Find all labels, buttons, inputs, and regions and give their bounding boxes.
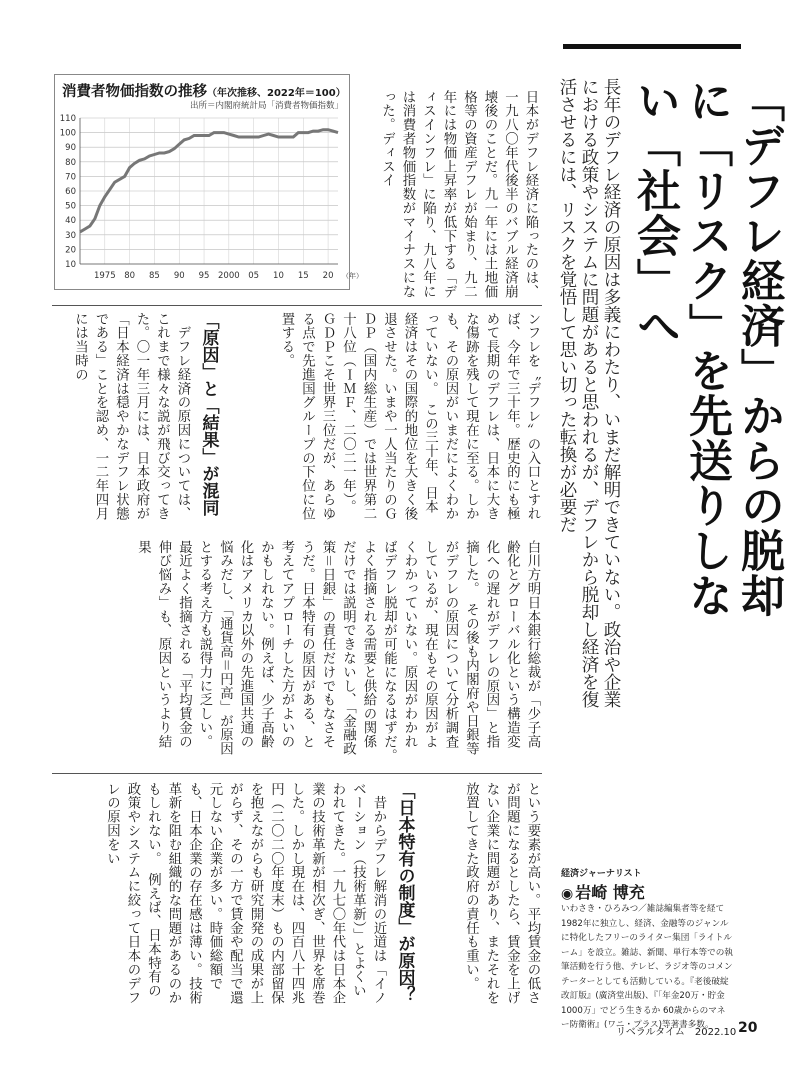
y-tick-label: 80 xyxy=(65,157,76,168)
y-tick-label: 30 xyxy=(65,230,76,241)
chart-source: 出所＝内閣府統計局「消費者物価指数」 xyxy=(190,101,344,111)
x-tick-label: 85 xyxy=(149,271,160,281)
y-tick-label: 20 xyxy=(65,245,76,256)
cpi-series-line xyxy=(80,130,338,232)
y-tick-label: 40 xyxy=(65,216,76,227)
author-role: 経済ジャーナリスト xyxy=(561,869,642,879)
author-bio: いわさき・ひろみつ／雑誌編集者等を経て1982年に独立し、経済、金融等のジャンルに特化したフリーのライター集団「ライトルーム」を設立。雑誌、新聞、単行本等での執筆活動を行う他、テレビ、ラジオ等のコメンテーターとしても活動している。『老後破綻 改訂版』(廣済堂出版)、『「年金20万・貯金1000万」でどう生きるか 60歳からのマネー防衛術』(ワニ・プラス)等著書多数。 xyxy=(561,904,733,1030)
y-tick-label: 70 xyxy=(65,172,76,183)
top-rule xyxy=(563,44,741,49)
x-tick-label: 05 xyxy=(248,271,260,281)
x-tick-label: 95 xyxy=(198,271,210,281)
body-column-6: 昔からデフレ解消の近道は「イノベーション（技術革新）」とよくいわれてきた。一九七〇年代は日本企業の技術革新が相次ぎ、世界を席巻した。しかし現在は、四百八十四兆円（二〇二〇年度末）もの内部留保を抱えながらも研究開発の成果が上がらず、その一方で賃金や配当で還元しない企業が多い。時価総額でも、日本企業の存在感は薄い。技術革新を阻む組織的な問題があるのかもしれない。 例えば、日本特有の政策やシステムに絞って日本のデフレの原因をい xyxy=(104,782,386,1005)
x-tick-label: 2000 xyxy=(218,271,240,281)
body-column-4: 白川方明日本銀行総裁が「少子高齢化とグローバル化という構造変化への遅れがデフレの原因」と指摘した。 その後も内閣府や日銀等がデフレの原因について分析調査しているが、現在もその原因がよくわかっていない。原因がわかればデフレ脱却が可能になるはずだ。 よく指摘される需要と供給の関係だけでは説明できないし、「金融政策＝日銀」の責任だけでもなさそうだ。日本特有の原因がある、と考えてアプローチした方がよいのかもしれない。例えば、少子高齢化はアメリカ以外の先進国共通の悩みだし、「通貨高＝円高」が原因とする考え方も説得力に乏しい。 最近よく指摘される「平均賃金の伸び悩み」も、原因というより結果 xyxy=(135,540,540,770)
footer-magazine xyxy=(616,1023,736,1038)
x-tick-label: 90 xyxy=(173,271,185,281)
y-tick-label: 50 xyxy=(65,201,76,212)
y-tick-label: 60 xyxy=(65,187,76,197)
x-tick-label: 10 xyxy=(273,271,284,281)
body-column-5: という要素が高い。平均賃金の低さが問題になるとしたら、賃金を上げない企業に問題があり、またそれを放置してきた政府の責任も重い。 xyxy=(463,782,540,1005)
chart-title xyxy=(62,80,346,101)
body-column-2: ンフレを〝デフレ〟の入口とすれば、今年で三十年。歴史的にも極めて長期のデフレは、日本に大きな傷跡を残して現在に至る。しかも、その原因がいまだによくわかっていない。 この三十年、日本経済はその国際的地位を大きく後退させた。いまや一人当たりのＧＤＰ（国内総生産）では世界第二十八位（ＩＭＦ、二〇二一年）。ＧＤＰこそ世界三位だが、あらゆる点で先進国グループの下位に位置する。 xyxy=(279,312,540,521)
x-tick-label: 1975 xyxy=(93,271,116,281)
body-column-3: デフレ経済の原因については、これまで様々な説が飛び交ってきた。〇一年三月には、日本政府が「日本経済は穏やかなデフレ状態である」ことを認め、一二年四月には当時の xyxy=(72,312,190,521)
x-tick-label: 20 xyxy=(322,271,334,281)
lede: 長年のデフレ経済の原因は多義にわたり、いまだ解明できていない。政治や企業における政策やシステムに問題があると思われるが、デフレから脱却し経済を復活させるには、リスクを覚悟して思い切った転換が必要だ xyxy=(557,78,621,708)
y-tick-label: 110 xyxy=(59,114,76,124)
subhead-cause-effect: 「原因」と「結果」が混同 xyxy=(198,312,219,516)
cpi-line-chart xyxy=(54,110,363,288)
chart-title-main: 消費者物価指数の推移 xyxy=(62,84,207,100)
x-tick-label: 80 xyxy=(124,271,136,281)
x-unit-label: （年） xyxy=(342,272,363,280)
headline: 「デフレ経済」からの脱却に「リスク」を先送りしない「社会」へ xyxy=(629,78,784,618)
body-column-1: 日本がデフレ経済に陥ったのは、一九八〇年代後半のバブル経済崩壊後のことだ。九一年には土地価格等の資産デフレが始まり、九二年には物価上昇率が低下する「ディスインフレ」に陥り、九八年には消費者物価指数がマイナスになった。ディスイ xyxy=(379,90,538,299)
subhead-japan-system: 「日本特有の制度」が原因？ xyxy=(394,782,415,1003)
magazine-name: リベラルタイム xyxy=(616,1027,685,1038)
tier-divider-2 xyxy=(52,773,542,774)
x-tick-label: 15 xyxy=(297,271,309,281)
tier-divider xyxy=(52,305,542,306)
chart-title-note: （年次推移、2022年＝100） xyxy=(207,88,346,99)
page-number: 20 xyxy=(738,1020,758,1036)
issue-date: 2022.10 xyxy=(694,1027,737,1038)
y-tick-label: 100 xyxy=(59,128,76,139)
y-tick-label: 90 xyxy=(65,143,76,154)
y-tick-label: 10 xyxy=(65,260,76,270)
author-name: ◉ 岩崎 博充 xyxy=(561,880,645,903)
